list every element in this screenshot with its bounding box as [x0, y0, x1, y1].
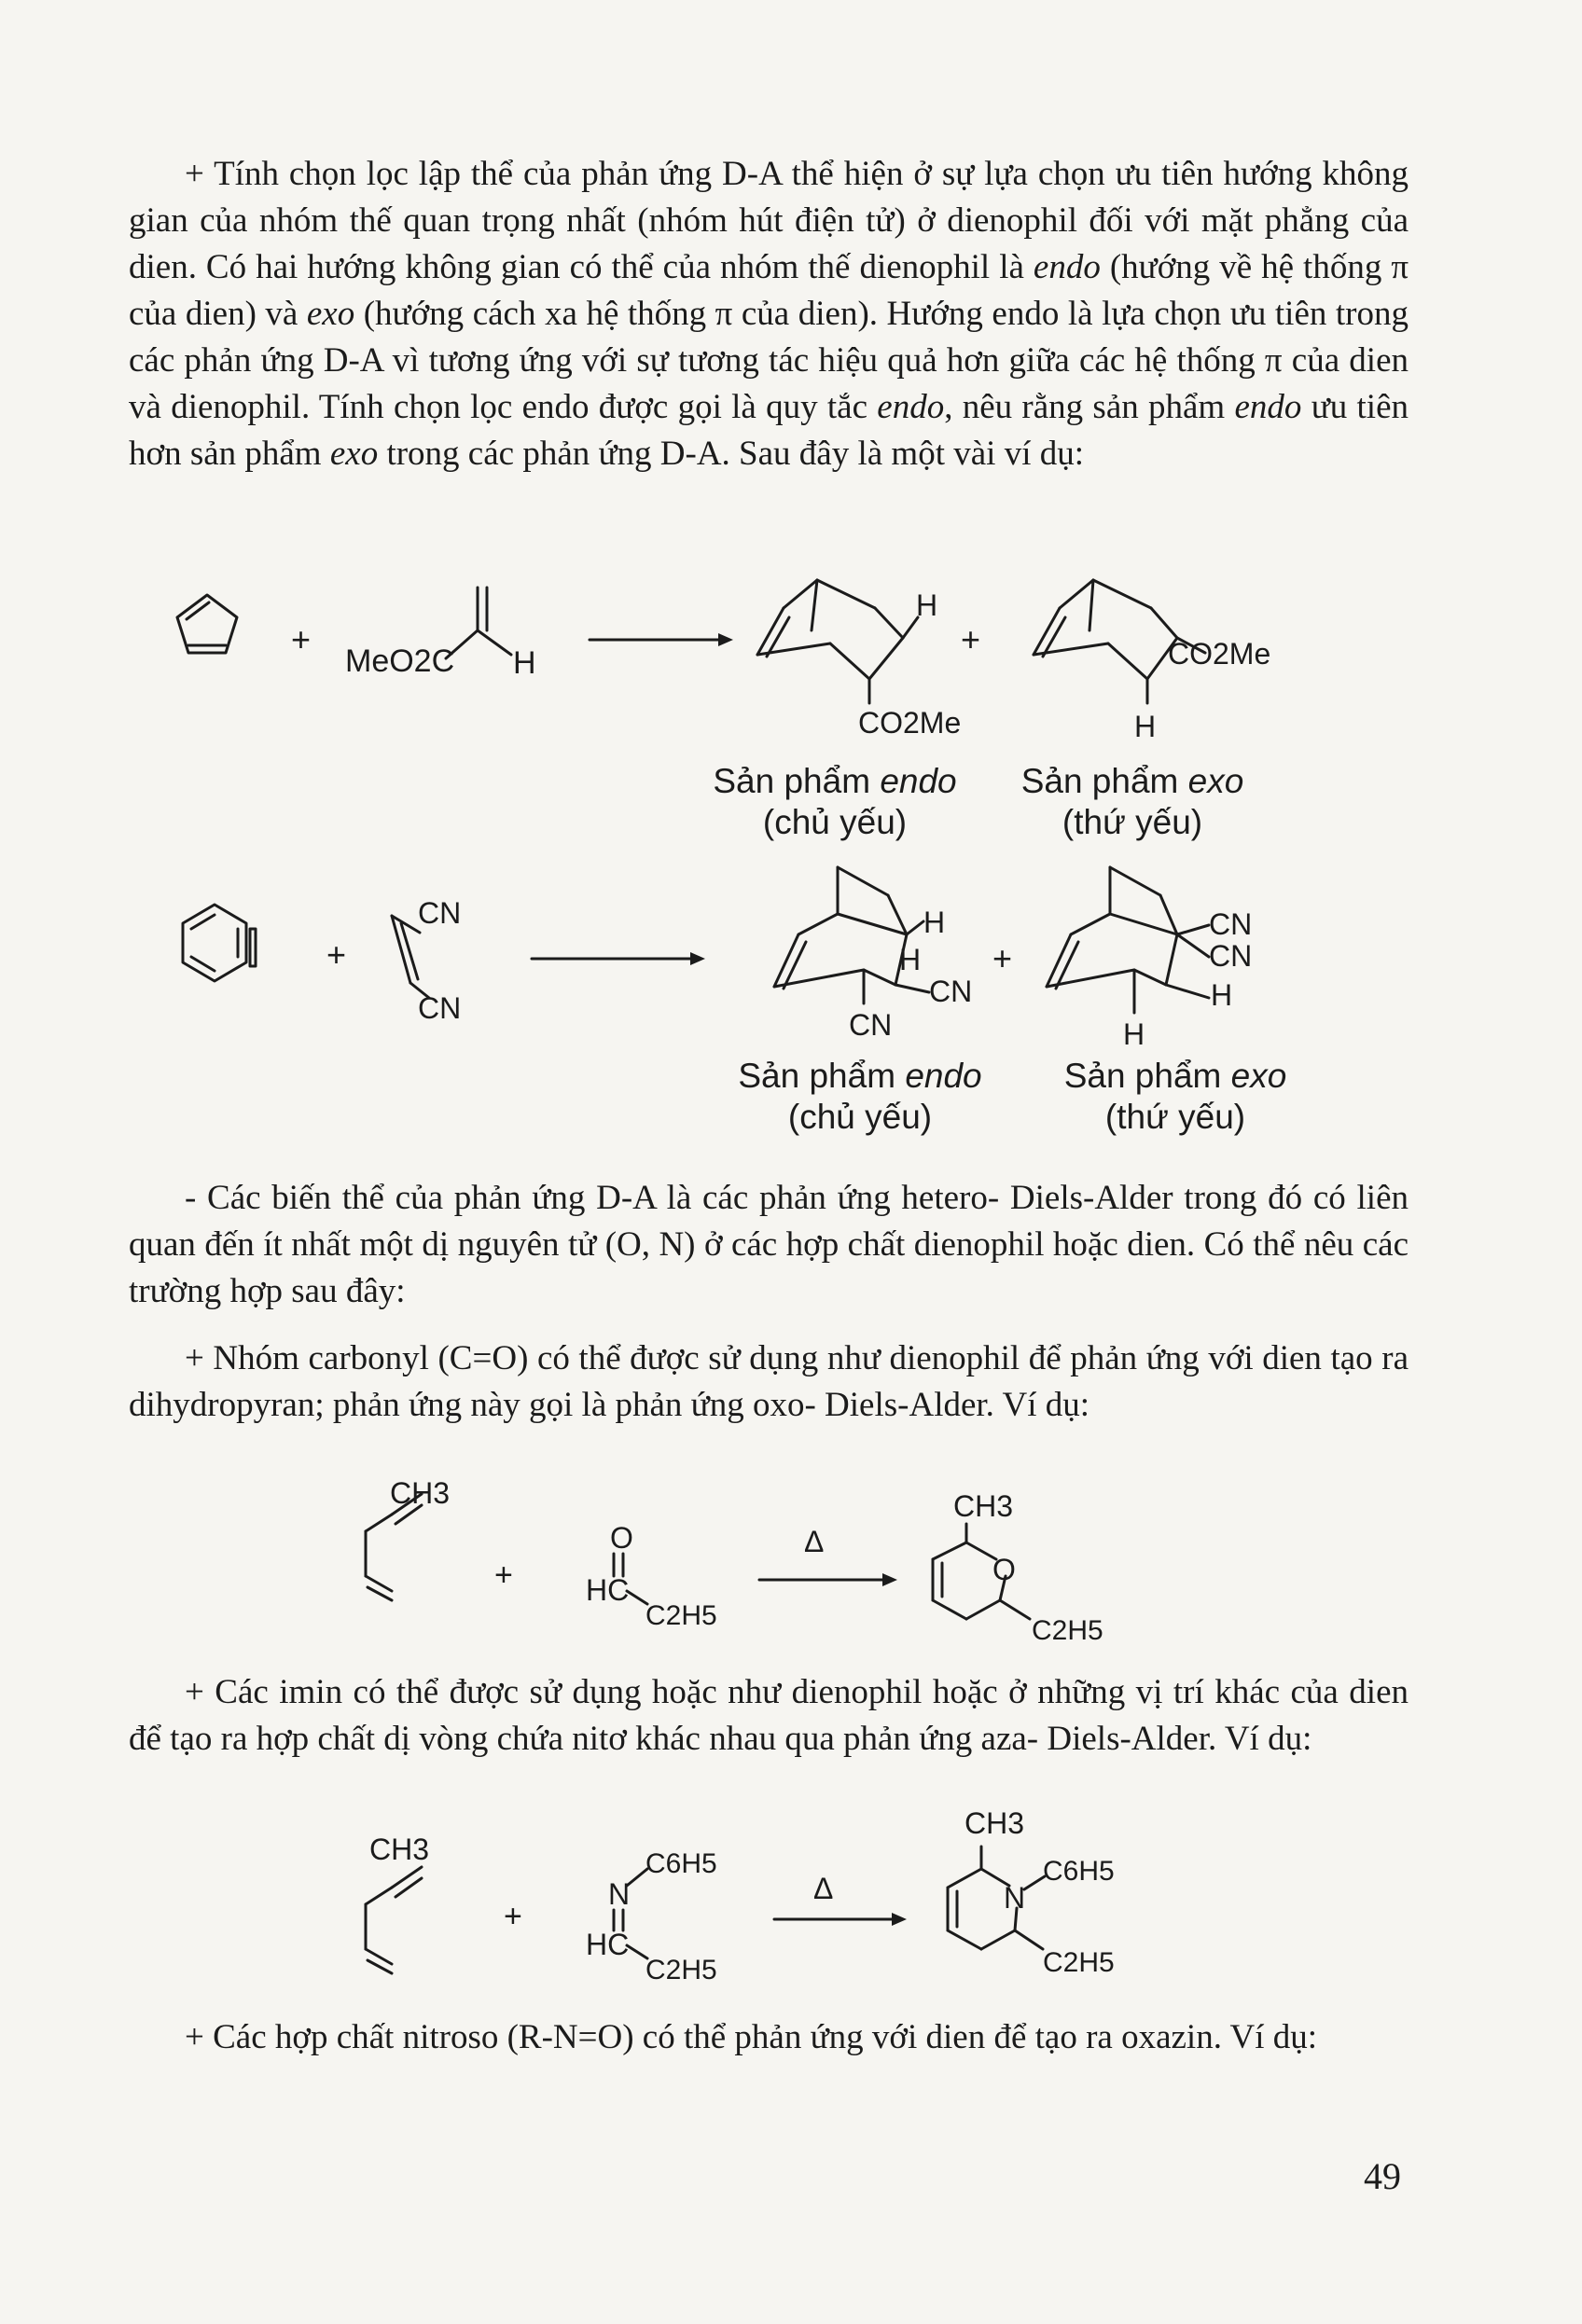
carbonyl-o-label: O — [610, 1521, 633, 1555]
diene-ch3-label: CH3 — [390, 1476, 451, 1510]
plus-sign: + — [992, 939, 1013, 977]
paragraph-aza-diels-alder: + Các imin có thể được sử dụng hoặc như dienophil hoặc ở những vị trí khác của dien để tạo ra hợp chất dị vòng chứa nitơ khác nhau qua phản ứng aza- Diels-Alder. Ví dụ: — [129, 1673, 1409, 1758]
ring-o-label: O — [992, 1553, 1016, 1586]
diene-ch3-label-2: CH3 — [369, 1833, 430, 1866]
paragraph-nitroso: + Các hợp chất nitroso (R-N=O) có thể phản ứng với dien để tạo ra oxazin. Ví dụ: — [185, 2018, 1318, 2056]
plus-sign: + — [494, 1557, 513, 1593]
arrow-head — [892, 1913, 907, 1926]
exo-h-label: H — [1134, 710, 1157, 743]
imine-structure — [586, 1848, 717, 1985]
heat-delta-label-2: Δ — [813, 1872, 834, 1905]
plus-sign: + — [504, 1899, 522, 1934]
ethyl-label-2: C2H5 — [645, 1955, 717, 1985]
product-ethyl-label: C2H5 — [1032, 1615, 1103, 1646]
piperylene-structure-2 — [366, 1867, 422, 1973]
paragraph-stereoselectivity: + Tính chọn lọc lập thể của phản ứng D-A thể hiện ở sự lựa chọn ưu tiên hướng không gian của nhóm thế quan trọng nhất (nhóm hút điện tử) ở dienophil đối với mặt phẳng của dien. Có hai hướng không gian có thể của nhóm thế dienophil là endo (hướng về hệ thống π của dien) và exo (hướng cách xa hệ thống π của dien). Hướng endo là lựa chọn ưu tiên trong các phản ứng D-A vì tương ứng với sự tương tác hiệu quả hơn giữa các hệ thống π của dien và dienophil. Tính chọn lọc endo được gọi là quy tắc endo, nêu rằng sản phẩm endo ưu tiên hơn sản phẩm exo trong các phản ứng D-A. Sau đây là một vài ví dụ: — [129, 155, 1409, 473]
plus-sign: + — [291, 620, 312, 658]
product-ch3-label: CH3 — [953, 1489, 1014, 1523]
exo2-cn2-label: CN — [1209, 939, 1253, 973]
ethyl-label: C2H5 — [645, 1600, 717, 1631]
plus-sign: + — [326, 935, 347, 974]
product-phenyl-label: C6H5 — [1043, 1856, 1115, 1887]
exo2-h1-label: H — [1211, 978, 1233, 1012]
paragraph-oxo-diels-alder: + Nhóm carbonyl (C=O) có thể được sử dụng như dienophil để phản ứng với dien tạo ra dihydropyran; phản ứng này gọi là phản ứng oxo- Diels-Alder. Ví dụ: — [129, 1339, 1409, 1424]
imine-hc-label: HC — [586, 1928, 630, 1961]
endo2-cn2-label: CN — [849, 1008, 893, 1042]
reagent-h-label: H — [513, 645, 536, 681]
endo-product-label-2: Sản phẩm endo (chủ yếu) — [738, 1057, 982, 1136]
exo2-h2-label: H — [1123, 1017, 1145, 1051]
exo2-cn1-label: CN — [1209, 907, 1253, 941]
tetrahydropyridine-product-structure — [948, 1847, 1045, 1949]
exo-ester-label: CO2Me — [1168, 637, 1271, 671]
ring-n-label: N — [1004, 1881, 1026, 1915]
product-ch3-label-2: CH3 — [964, 1806, 1025, 1840]
page-number: 49 — [1364, 2155, 1401, 2197]
endo2-cn1-label: CN — [929, 975, 973, 1008]
product-ethyl-label-2: C2H5 — [1043, 1947, 1115, 1978]
endo-product-label-1: Sản phẩm endo (chủ yếu) — [713, 762, 957, 841]
paragraph-hetero-diels-alder: - Các biến thể của phản ứng D-A là các phản ứng hetero- Diels-Alder trong đó có liên quan đến ít nhất một dị nguyên tử (O, N) ở các hợp chất dienophil hoặc dien. Có thể nêu các trường hợp sau đây: — [129, 1179, 1409, 1310]
phenyl-label: C6H5 — [645, 1848, 717, 1879]
plus-sign: + — [961, 620, 981, 658]
endo-ester-label: CO2Me — [858, 706, 962, 740]
aldehyde-hc-label: HC — [586, 1573, 630, 1607]
exo-product-label-2: Sản phẩm exo (thứ yếu) — [1063, 1057, 1287, 1136]
endo2-h2-label: H — [899, 943, 922, 976]
reagent-ester-label: MeO2C — [345, 643, 455, 679]
heat-delta-label: Δ — [804, 1525, 825, 1558]
nitrile-bottom-label: CN — [418, 991, 462, 1025]
nitrile-top-label: CN — [418, 896, 462, 930]
endo-h-label: H — [916, 588, 938, 622]
endo2-h1-label: H — [923, 906, 946, 939]
exo-product-label-1: Sản phẩm exo (thứ yếu) — [1020, 762, 1244, 841]
imine-n-label: N — [608, 1877, 631, 1911]
